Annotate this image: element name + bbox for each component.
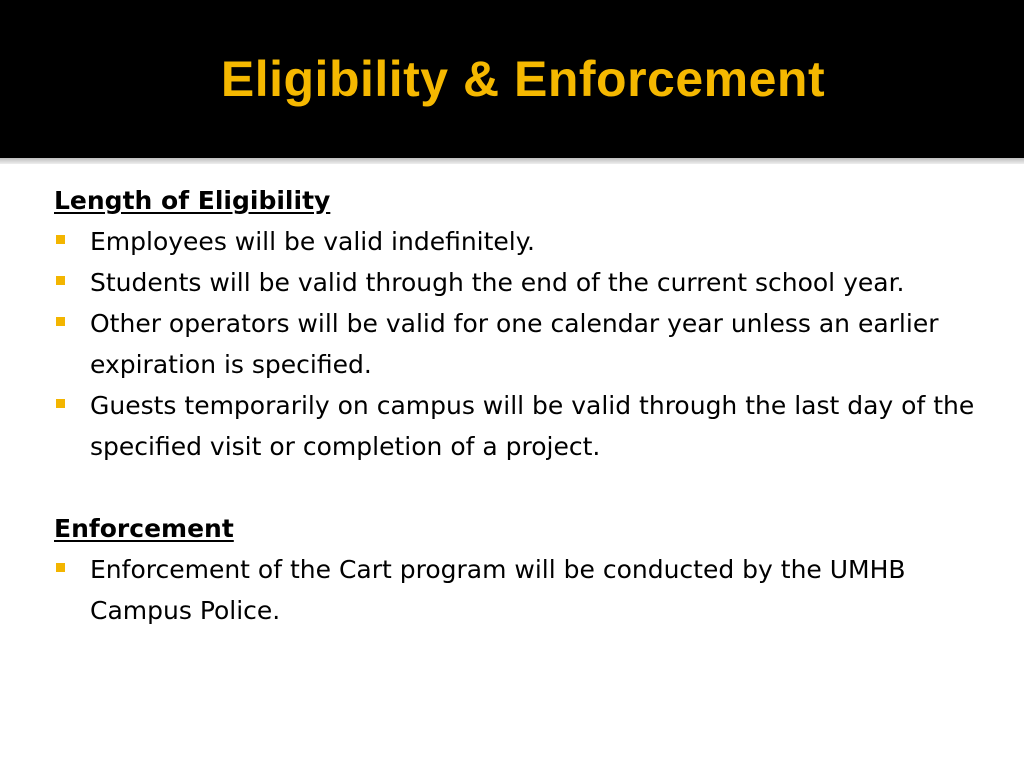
square-bullet-icon — [56, 276, 65, 285]
bullet-item — [54, 385, 994, 467]
section-spacer — [54, 467, 994, 508]
bullet-text: Guests temporarily on campus will be valid through the last day of the specified visit or completion of a project. — [90, 391, 975, 461]
bullet-text: Other operators will be valid for one calendar year unless an earlier expiration is specified. — [90, 309, 939, 379]
square-bullet-icon — [56, 317, 65, 326]
bullet-item — [54, 549, 994, 631]
square-bullet-icon — [56, 399, 65, 408]
slide-title: Eligibility & Enforcement — [220, 51, 826, 107]
bullet-list-eligibility — [54, 221, 994, 467]
bullet-text: Employees will be valid indefinitely. — [90, 227, 535, 256]
bullet-text: Students will be valid through the end of the current school year. — [90, 268, 905, 297]
bullet-item — [54, 262, 994, 303]
section-heading-length-of-eligibility: Length of Eligibility — [54, 186, 331, 215]
bullet-text: Enforcement of the Cart program will be conducted by the UMHB Campus Police. — [90, 555, 906, 625]
title-divider — [0, 158, 1024, 164]
square-bullet-icon — [56, 563, 65, 572]
bullet-item — [54, 303, 994, 385]
bullet-list-enforcement — [54, 549, 994, 631]
bullet-item — [54, 221, 994, 262]
square-bullet-icon — [56, 235, 65, 244]
slide-content — [54, 180, 994, 631]
section-heading-enforcement: Enforcement — [54, 514, 234, 543]
